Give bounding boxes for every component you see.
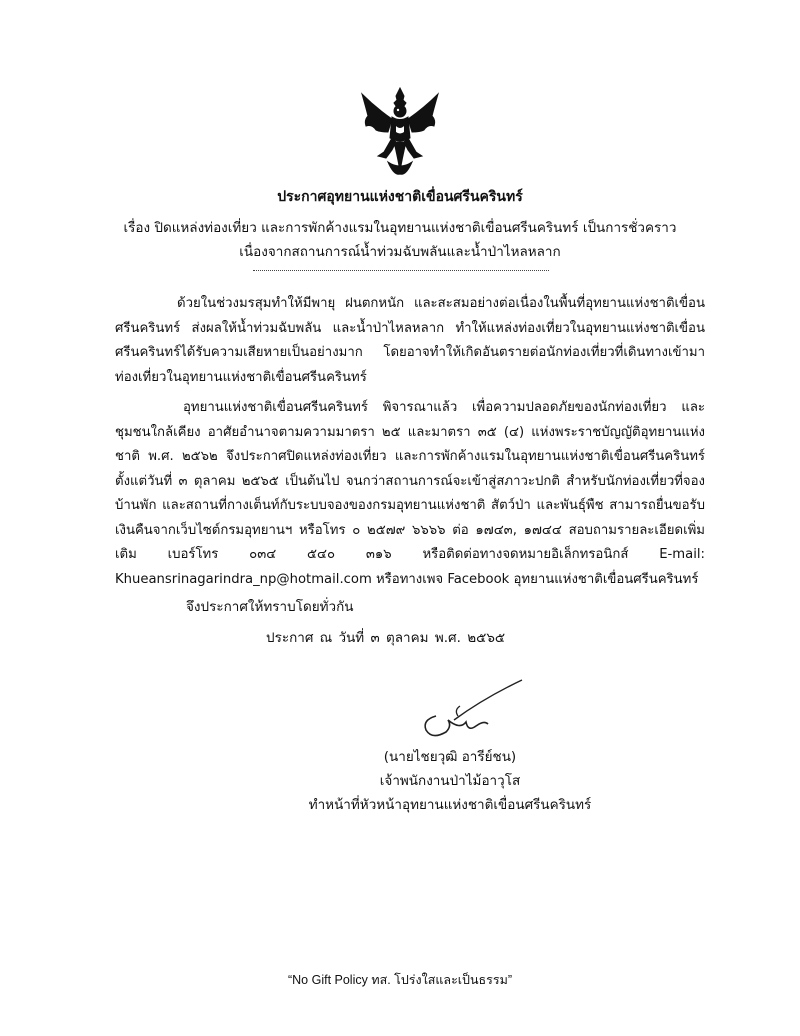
paragraph-2-text: อุทยานแห่งชาติเขื่อนศรีนครินทร์ พิจารณาแล้ว เพื่อความปลอดภัยของนักท่องเที่ยว และชุมชนใกล้เคียง อาศัยอำนาจตามความมาตรา ๒๕ และมาตรา ๓๕ (๔) แห่งพระราชบัญญัติอุทยานแห่งชาติ พ.ศ. ๒๕๖๒ จึงประกาศปิดแหล่งท่องเที่ยว และการพักค้างแรมในอุทยานแห่งชาติเขื่อนศรีนครินทร์ ตั้งแต่วันที่ ๓ ตุลาคม ๒๕๖๕ เป็นต้นไป จนกว่าสถานการณ์จะเข้าสู่สภาวะปกติ สำหรับนักท่องเที่ยวที่จองบ้านพัก และสถานที่กางเต็นท์กับระบบจองของกรมอุทยานแห่งชาติ สัตว์ป่า และพันธุ์พืช สามารถยื่นขอรับเงินคืนจากเว็บไซต์กรมอุทยานฯ หรือโทร ๐ ๒๕๗๙ ๖๖๖๖ ต่อ ๑๗๔๓, ๑๗๔๔ สอบถามรายละเอียดเพิ่มเติม เบอร์โทร ๐๓๔ ๕๔๐ ๓๑๖ หรือติดต่อทางจดหมายอิเล็กทรอนิกส์ E-mail: Khueansrinagarindra_np@hotmail.com หรือทางเพจ Facebook อุทยานแห่งชาติเขื่อนศรีนครินทร์ bbox=[115, 400, 705, 587]
closing-statement: จึงประกาศให้ทราบโดยทั่วกัน bbox=[186, 599, 354, 615]
signatory-position: เจ้าพนักงานป่าไม้อาวุโส bbox=[379, 773, 521, 789]
dotted-divider bbox=[253, 270, 549, 271]
subject-line-1: เรื่อง ปิดแหล่งท่องเที่ยว และการพักค้างแรมในอุทยานแห่งชาติเขื่อนศรีนครินทร์ เป็นการชั่วคราว bbox=[123, 220, 677, 236]
signatory-role: ทำหน้าที่หัวหน้าอุทยานแห่งชาติเขื่อนศรีนครินทร์ bbox=[308, 797, 592, 813]
garuda-emblem-icon bbox=[358, 86, 442, 176]
announcement-dateline: ประกาศ ณ วันที่ ๓ ตุลาคม พ.ศ. ๒๕๖๕ bbox=[266, 630, 506, 646]
paragraph-1-text: ด้วยในช่วงมรสุมทำให้มีพายุ ฝนตกหนัก และสะสมอย่างต่อเนื่องในพื้นที่อุทยานแห่งชาติเขื่อนศรีนครินทร์ ส่งผลให้น้ำท่วมฉับพลัน และน้ำป่าไหลหลาก ทำให้แหล่งท่องเที่ยวในอุทยานแห่งชาติเขื่อนศรีนครินทร์ได้รับความเสียหายเป็นอย่างมาก โดยอาจทำให้เกิดอันตรายต่อนักท่องเที่ยวที่เดินทางเข้ามาท่องเที่ยวในอุทยานแห่งชาติเขื่อนศรีนครินทร์ bbox=[115, 296, 705, 385]
body-paragraph-2 bbox=[115, 396, 705, 592]
body-paragraph-1 bbox=[115, 292, 705, 390]
announcement-subject bbox=[80, 216, 720, 264]
signature-block bbox=[290, 745, 610, 817]
subject-line-2: เนื่องจากสถานการณ์น้ำท่วมฉับพลันและน้ำป่าไหลหลาก bbox=[239, 244, 561, 260]
signatory-name: (นายไชยวุฒิ อารีย์ชน) bbox=[383, 749, 517, 765]
footer-policy: “No Gift Policy ทส. โปร่งใสและเป็นธรรม” bbox=[287, 973, 512, 987]
handwritten-signature bbox=[414, 676, 534, 746]
announcement-title: ประกาศอุทยานแห่งชาติเขื่อนศรีนครินทร์ bbox=[277, 189, 523, 205]
